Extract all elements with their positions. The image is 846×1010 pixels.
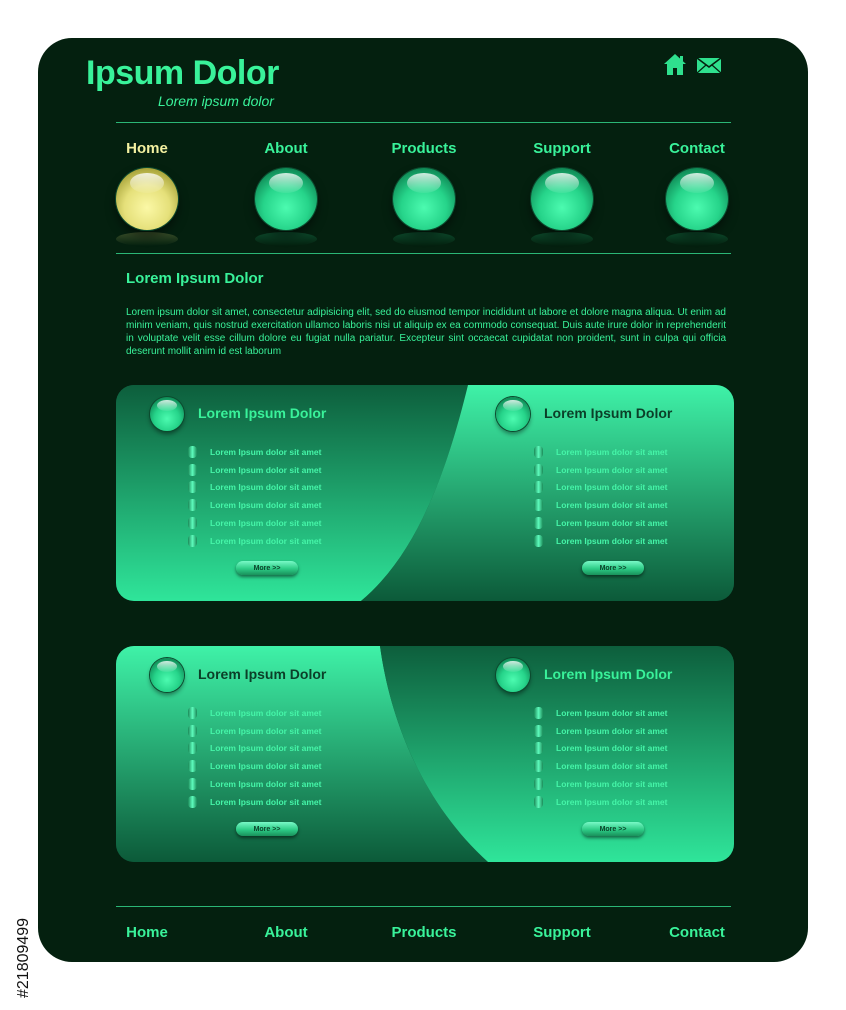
footer-link-home[interactable]: Home [126,924,168,941]
nav-orb-icon [116,168,178,230]
list-item-text: Lorem Ipsum dolor sit amet [210,743,322,754]
more-button[interactable]: More >> [236,822,298,836]
mail-icon[interactable] [696,52,722,78]
nav-label: Contact [669,140,725,157]
bullet-icon [188,517,197,529]
list-item-text: Lorem Ipsum dolor sit amet [556,725,668,736]
list-item-text: Lorem Ipsum dolor sit amet [556,707,668,718]
bullet-icon [188,778,197,790]
list-item-text: Lorem Ipsum dolor sit amet [210,535,322,546]
nav-label: Home [126,140,168,157]
more-button[interactable]: More >> [582,822,644,836]
list-item[interactable] [188,722,321,740]
more-button[interactable]: More >> [236,561,298,575]
bullet-icon [534,796,543,808]
orb-icon [496,658,530,692]
orb-reflection [255,232,317,246]
item-list [534,704,667,811]
list-item-text: Lorem Ipsum dolor sit amet [556,500,668,511]
home-icon[interactable] [662,52,688,78]
list-item[interactable] [188,461,321,479]
list-item[interactable] [188,532,321,550]
column-heading: Lorem Ipsum Dolor [198,666,327,682]
item-list [188,704,321,811]
orb-reflection [393,232,455,246]
column-heading: Lorem Ipsum Dolor [544,666,673,682]
list-item-text: Lorem Ipsum dolor sit amet [556,761,668,772]
list-item-text: Lorem Ipsum dolor sit amet [556,446,668,457]
page-frame [38,38,808,962]
list-item-text: Lorem Ipsum dolor sit amet [556,482,668,493]
main-nav [38,138,808,248]
list-item[interactable] [534,514,667,532]
bullet-icon [534,535,543,547]
stock-id-text: #21809499 [15,917,32,998]
intro-text: Lorem ipsum dolor sit amet, consectetur adipisicing elit, sed do eiusmod tempor incididunt ut labore et dolore magna aliqua. Ut enim ad minim veniam, quis nostrud exercitation ullamco laboris nisi ut aliquip ex ea commodo consequat. Duis aute irure dolor in reprehenderit in voluptate velit esse cillum dolore eu fugiat nulla pariatur. Excepteur sint occaecat cupidatat non proident, sunt in culpa qui officia deserunt mollit anim id est laborum [126,307,726,357]
list-item-text: Lorem Ipsum dolor sit amet [210,446,322,457]
bullet-icon [534,481,543,493]
bullet-icon [188,742,197,754]
list-item-text: Lorem Ipsum dolor sit amet [210,518,322,529]
panel-column [116,646,416,862]
list-item-text: Lorem Ipsum dolor sit amet [210,796,322,807]
item-list [188,443,321,550]
stock-id-watermark [6,900,38,1010]
feature-panel-1 [116,385,734,601]
nav-orb-icon [393,168,455,230]
orb-reflection [116,232,178,246]
list-item[interactable] [534,722,667,740]
bullet-icon [534,725,543,737]
list-item-text: Lorem Ipsum dolor sit amet [556,779,668,790]
footer-link-contact[interactable]: Contact [669,924,725,941]
bullet-icon [188,760,197,772]
nav-orb-icon [255,168,317,230]
nav-label: Products [391,140,457,157]
bullet-icon [188,535,197,547]
list-item[interactable] [534,496,667,514]
nav-item-support[interactable] [507,138,617,246]
orb-icon [150,658,184,692]
footer-link-products[interactable]: Products [391,924,457,941]
list-item[interactable] [534,532,667,550]
nav-item-home[interactable] [92,138,202,246]
bullet-icon [534,778,543,790]
header-divider [116,122,731,123]
nav-divider [116,253,731,254]
nav-label: Support [533,140,591,157]
list-item[interactable] [188,757,321,775]
column-heading: Lorem Ipsum Dolor [198,405,327,421]
list-item[interactable] [188,740,321,758]
list-item-text: Lorem Ipsum dolor sit amet [210,707,322,718]
intro-heading: Lorem Ipsum Dolor [126,270,264,287]
list-item[interactable] [534,461,667,479]
orb-icon [496,397,530,431]
list-item[interactable] [534,704,667,722]
list-item-text: Lorem Ipsum dolor sit amet [210,779,322,790]
more-button[interactable]: More >> [582,561,644,575]
list-item-text: Lorem Ipsum dolor sit amet [556,535,668,546]
bullet-icon [534,446,543,458]
panel-column [462,385,734,601]
bullet-icon [188,725,197,737]
list-item[interactable] [534,740,667,758]
list-item-text: Lorem Ipsum dolor sit amet [556,796,668,807]
list-item-text: Lorem Ipsum dolor sit amet [556,518,668,529]
list-item[interactable] [188,496,321,514]
list-item[interactable] [188,479,321,497]
nav-item-contact[interactable] [642,138,752,246]
list-item[interactable] [188,704,321,722]
column-heading: Lorem Ipsum Dolor [544,405,673,421]
bullet-icon [188,707,197,719]
item-list [534,443,667,550]
bullet-icon [534,707,543,719]
list-item[interactable] [534,793,667,811]
site-subtitle: Lorem ipsum dolor [158,93,274,109]
footer-link-about[interactable]: About [264,924,308,941]
list-item[interactable] [188,793,321,811]
bullet-icon [534,499,543,511]
orb-reflection [666,232,728,246]
nav-label: About [264,140,308,157]
bullet-icon [534,464,543,476]
list-item-text: Lorem Ipsum dolor sit amet [210,761,322,772]
nav-item-products[interactable] [369,138,479,246]
list-item-text: Lorem Ipsum dolor sit amet [210,725,322,736]
footer-divider [116,906,731,907]
nav-item-about[interactable] [231,138,341,246]
bullet-icon [188,446,197,458]
orb-icon [150,397,184,431]
list-item-text: Lorem Ipsum dolor sit amet [556,464,668,475]
panel-column [462,646,734,862]
bullet-icon [188,796,197,808]
list-item[interactable] [534,443,667,461]
list-item[interactable] [534,775,667,793]
list-item-text: Lorem Ipsum dolor sit amet [556,743,668,754]
list-item[interactable] [188,514,321,532]
orb-reflection [531,232,593,246]
nav-orb-icon [666,168,728,230]
panel-column [116,385,416,601]
bullet-icon [188,481,197,493]
list-item-text: Lorem Ipsum dolor sit amet [210,464,322,475]
bullet-icon [534,760,543,772]
bullet-icon [188,499,197,511]
site-title: Ipsum Dolor [86,54,279,92]
list-item[interactable] [534,479,667,497]
nav-orb-icon [531,168,593,230]
list-item[interactable] [534,757,667,775]
list-item[interactable] [188,443,321,461]
footer-link-support[interactable]: Support [533,924,591,941]
bullet-icon [534,517,543,529]
footer-nav [38,924,808,948]
bullet-icon [534,742,543,754]
list-item-text: Lorem Ipsum dolor sit amet [210,482,322,493]
list-item[interactable] [188,775,321,793]
list-item-text: Lorem Ipsum dolor sit amet [210,500,322,511]
bullet-icon [188,464,197,476]
feature-panel-2 [116,646,734,862]
